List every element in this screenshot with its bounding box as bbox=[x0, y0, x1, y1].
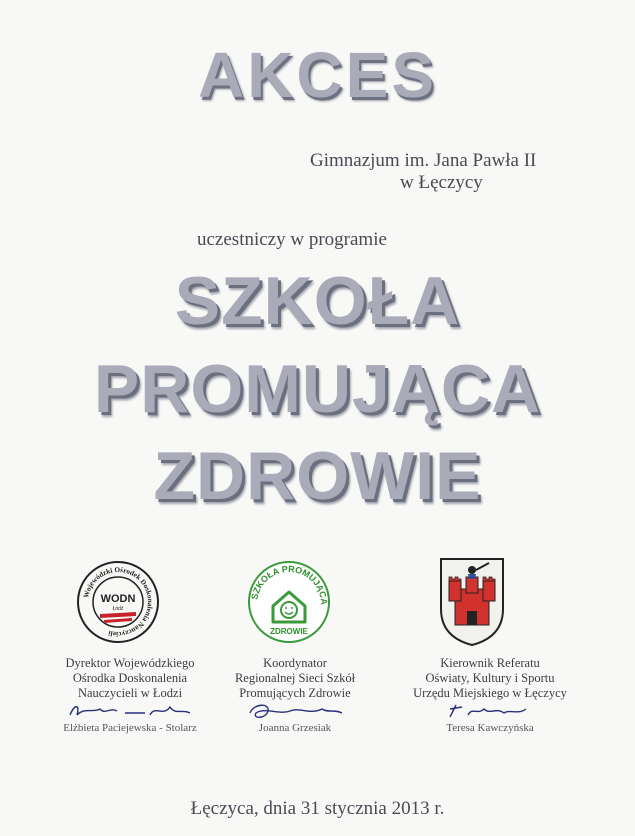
signature-block-coordinator bbox=[210, 656, 380, 736]
program-title-line3: ZDROWIE bbox=[153, 438, 482, 514]
program-title-line2: PROMUJĄCA bbox=[93, 351, 542, 427]
certificate-title: AKCES bbox=[197, 39, 438, 111]
szkola-arc-text: SZKOŁA PROMUJĄCA bbox=[249, 563, 330, 606]
signature-title-line3: Promujących Zdrowie bbox=[239, 686, 351, 700]
szkola-bottom-text: ZDROWIE bbox=[270, 627, 308, 636]
school-name: Gimnazjum im. Jana Pawła II bbox=[310, 150, 537, 171]
signature-title-line3: Nauczycieli w Łodzi bbox=[77, 686, 183, 700]
wodn-center-text: WODN bbox=[100, 593, 136, 605]
signature-block-city-office bbox=[385, 656, 595, 736]
coat-of-arms-icon bbox=[437, 555, 507, 647]
participation-text: uczestniczy w programie bbox=[197, 229, 387, 250]
signature-title-line2: Oświaty, Kultury i Sportu bbox=[425, 671, 555, 685]
signature-block-wodn bbox=[30, 656, 230, 736]
signatory-name: Elżbieta Paciejewska - Stolarz bbox=[63, 722, 197, 734]
signatory-name: Teresa Kawczyńska bbox=[446, 722, 534, 734]
handwritten-signature-icon bbox=[55, 701, 205, 721]
program-title-line1: SZKOŁA bbox=[174, 263, 461, 339]
signature-title-line1: Kierownik Referatu bbox=[440, 656, 540, 670]
signature-title-line2: Regionalnej Sieci Szkół bbox=[234, 671, 356, 685]
signature-title-line3: Urzędu Miejskiego w Łęczycy bbox=[413, 686, 567, 700]
handwritten-signature-icon bbox=[420, 701, 560, 721]
signature-title-line1: Koordynator bbox=[263, 656, 327, 670]
wodn-city-text: Łódź bbox=[112, 606, 124, 612]
handwritten-signature-icon bbox=[230, 701, 360, 721]
szkola-promujaca-zdrowie-logo-icon bbox=[247, 560, 331, 644]
wodn-ring-text: Wojewódzki Ośrodek Doskonalenia Nauczycieli bbox=[82, 565, 155, 639]
wodn-logo-icon bbox=[76, 560, 160, 644]
school-city: w Łęczycy bbox=[400, 172, 483, 193]
signature-title-line2: Ośrodka Doskonalenia bbox=[72, 671, 188, 685]
signatory-name: Joanna Grzesiak bbox=[258, 722, 332, 734]
signature-title-line1: Dyrektor Wojewódzkiego bbox=[65, 656, 195, 670]
issue-date-place: Łęczyca, dnia 31 stycznia 2013 r. bbox=[190, 798, 445, 819]
